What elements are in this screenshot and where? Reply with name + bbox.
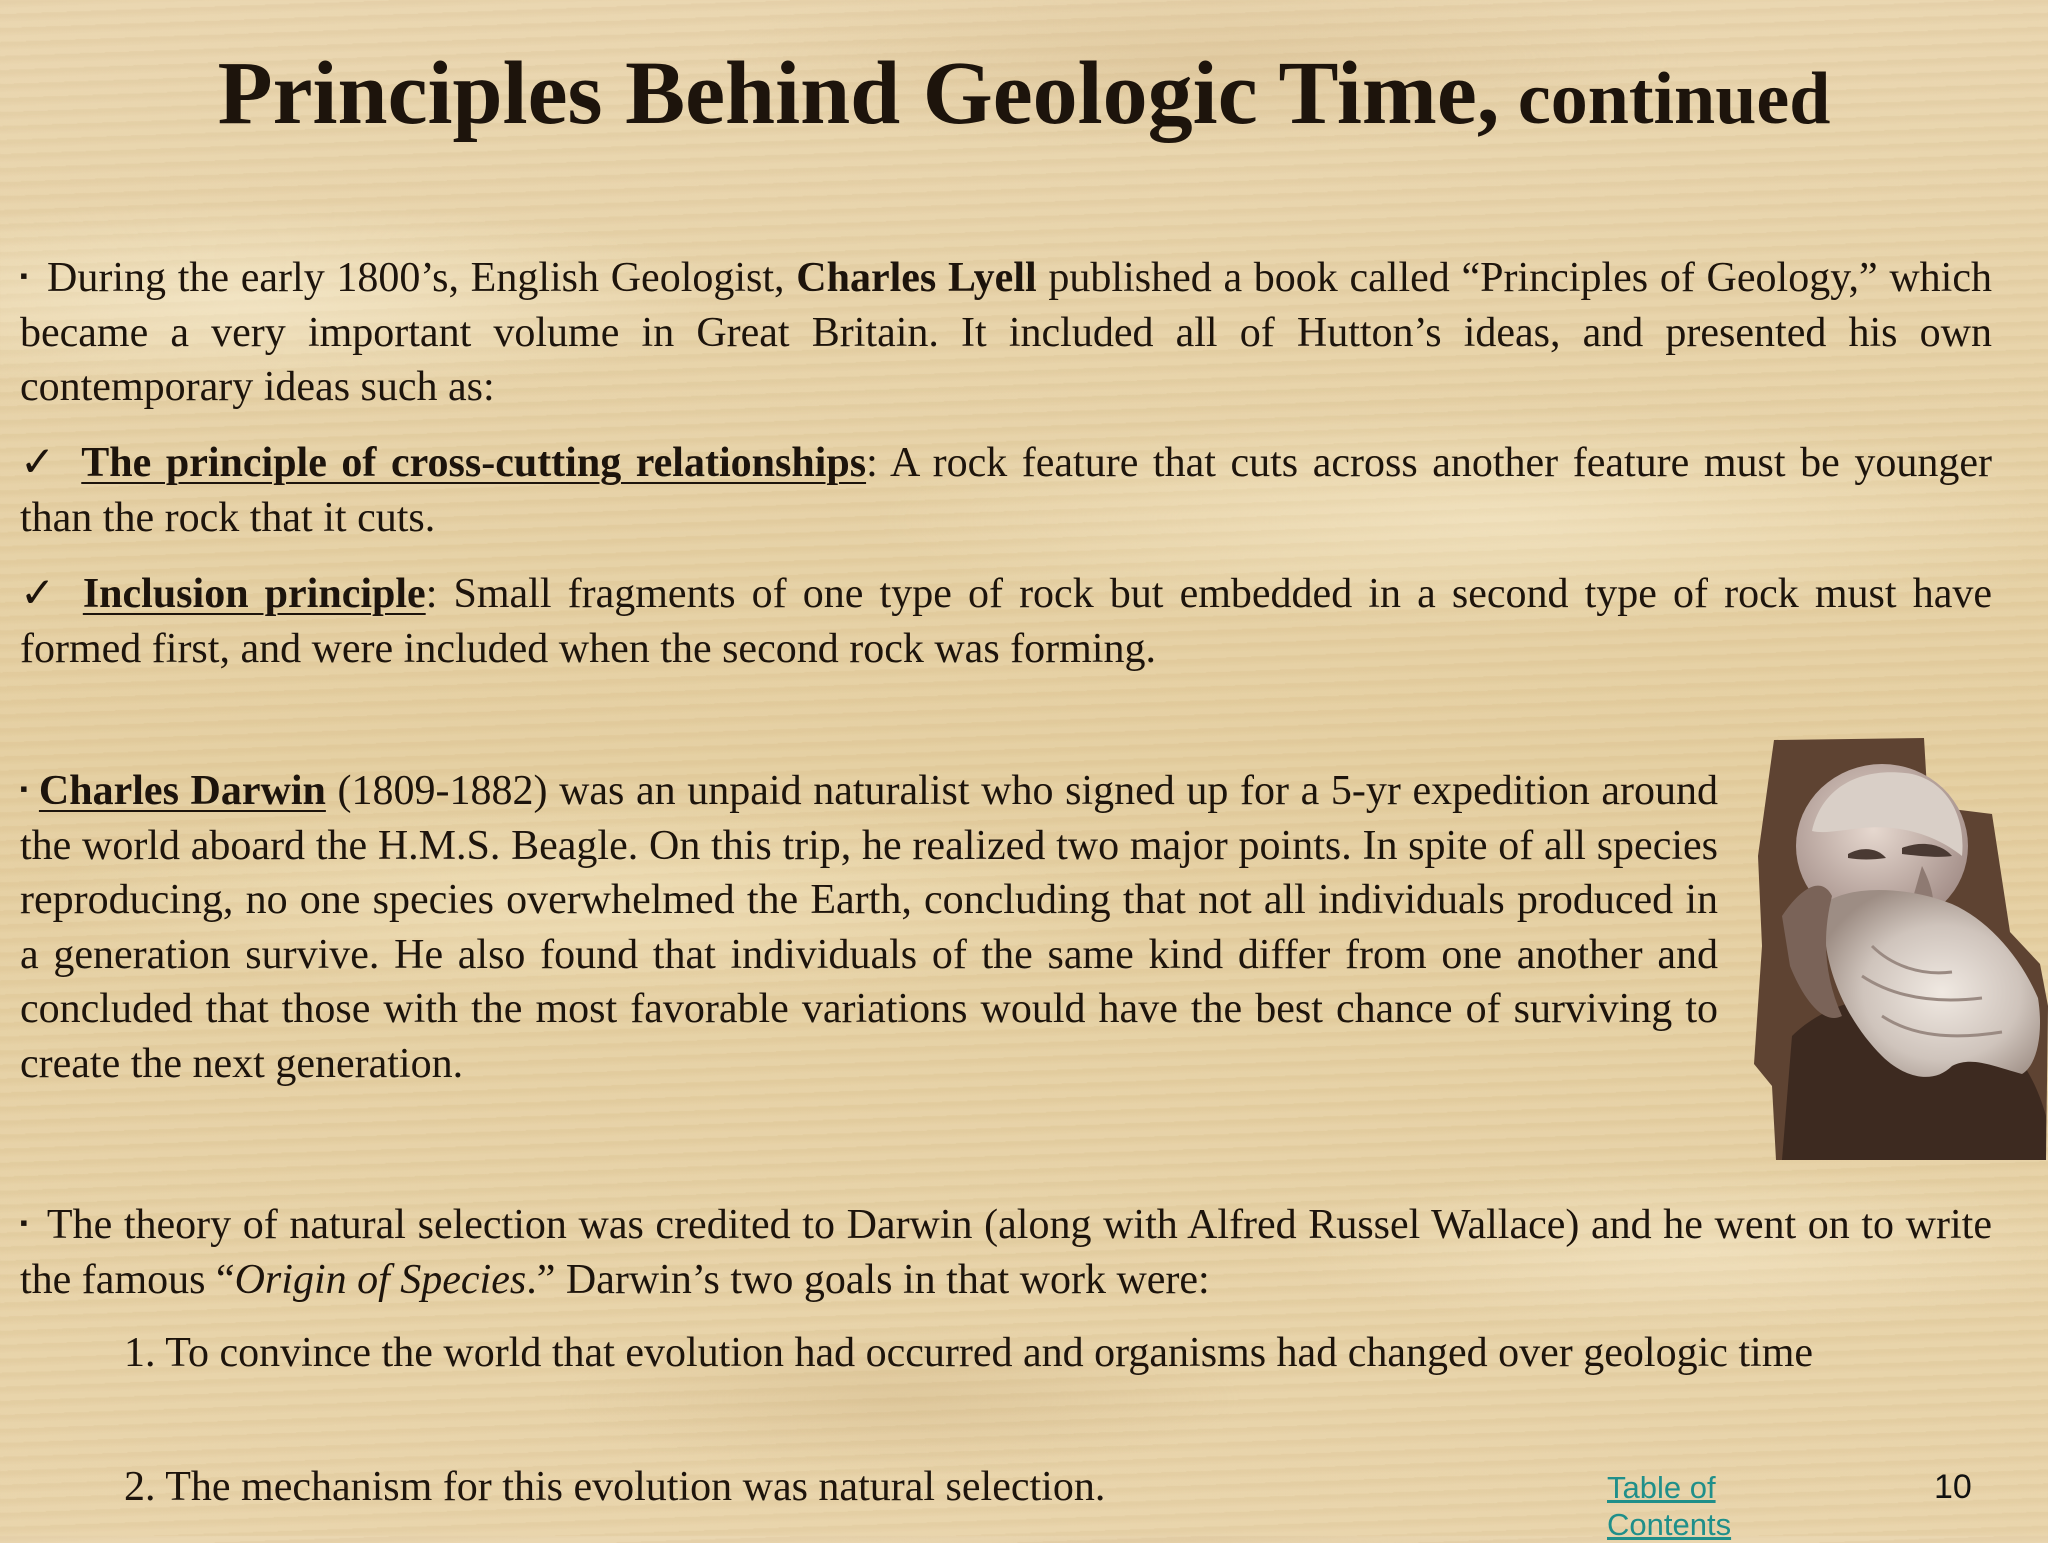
page-number: 10 [1934,1468,1972,1506]
book-title: Origin of Species [234,1256,527,1303]
cross-cutting-term: The principle of cross-cutting relationships [81,440,867,486]
selection-intro: The theory of natural selection was credited to Darwin (along with Alfred Russel Wallace) and he went on to write the famous “ [20,1202,1992,1303]
selection-text: .” Darwin’s two goals in that work were: [526,1256,1210,1303]
title-main: Principles Behind Geologic Time, [217,44,1500,143]
cross-cutting-text: A rock feature that cuts across another feature must be younger than the rock that it cuts. [20,440,1992,541]
inclusion-paragraph [20,567,1992,676]
cross-cutting-sep: : [866,440,878,486]
darwin-portrait [1752,736,2048,1160]
checkmark-icon: ✓ [20,440,60,486]
darwin-name: Charles Darwin [38,768,326,814]
square-bullet-icon: ▪ [20,1210,29,1235]
table-of-contents-link[interactable]: Table of Contents [1607,1470,1732,1542]
darwin-paragraph [20,762,1718,1091]
square-bullet-icon: ▪ [20,776,29,801]
darwin-text: (1809-1882) was an unpaid naturalist who signed up for a 5-yr expedition around the world aboard the H.M.S. Beagle. On this trip, he realized two major points. In spite of all species reproducing, no one species overwhelmed the Earth, concluding that not all individuals produced in a generation survive. He also found that individuals of the same kind differ from one another and concluded that those with the most favorable variations would have the best chance of surviving to create the next generation. [20,768,1718,1087]
slide-title [0,44,2048,143]
lyell-paragraph [20,249,1992,415]
square-bullet-icon: ▪ [20,263,30,288]
inclusion-term: Inclusion principle [82,571,426,617]
inclusion-text: Small fragments of one type of rock but embedded in a second type of rock must have formed first, and were included when the second rock was forming. [20,571,1992,672]
goal-item: 2. The mechanism for this evolution was natural selection. [124,1464,1106,1510]
lyell-intro: During the early 1800’s, English Geologist, [47,255,797,301]
lyell-name: Charles Lyell [796,255,1037,301]
checkmark-icon: ✓ [20,571,61,617]
natural-selection-paragraph [20,1196,1992,1307]
inclusion-sep: : [425,571,438,617]
lyell-text: published a book called “Principles of Geology,” which became a very important volume in Great Britain. It included all of Hutton’s ideas, and presented his own contemporary ideas such as: [20,255,1992,410]
goal-item: 1. To convince the world that evolution had occurred and organisms had changed over geologic time [124,1330,1814,1376]
title-suffix: continued [1499,58,1831,140]
cross-cutting-paragraph [20,436,1992,545]
